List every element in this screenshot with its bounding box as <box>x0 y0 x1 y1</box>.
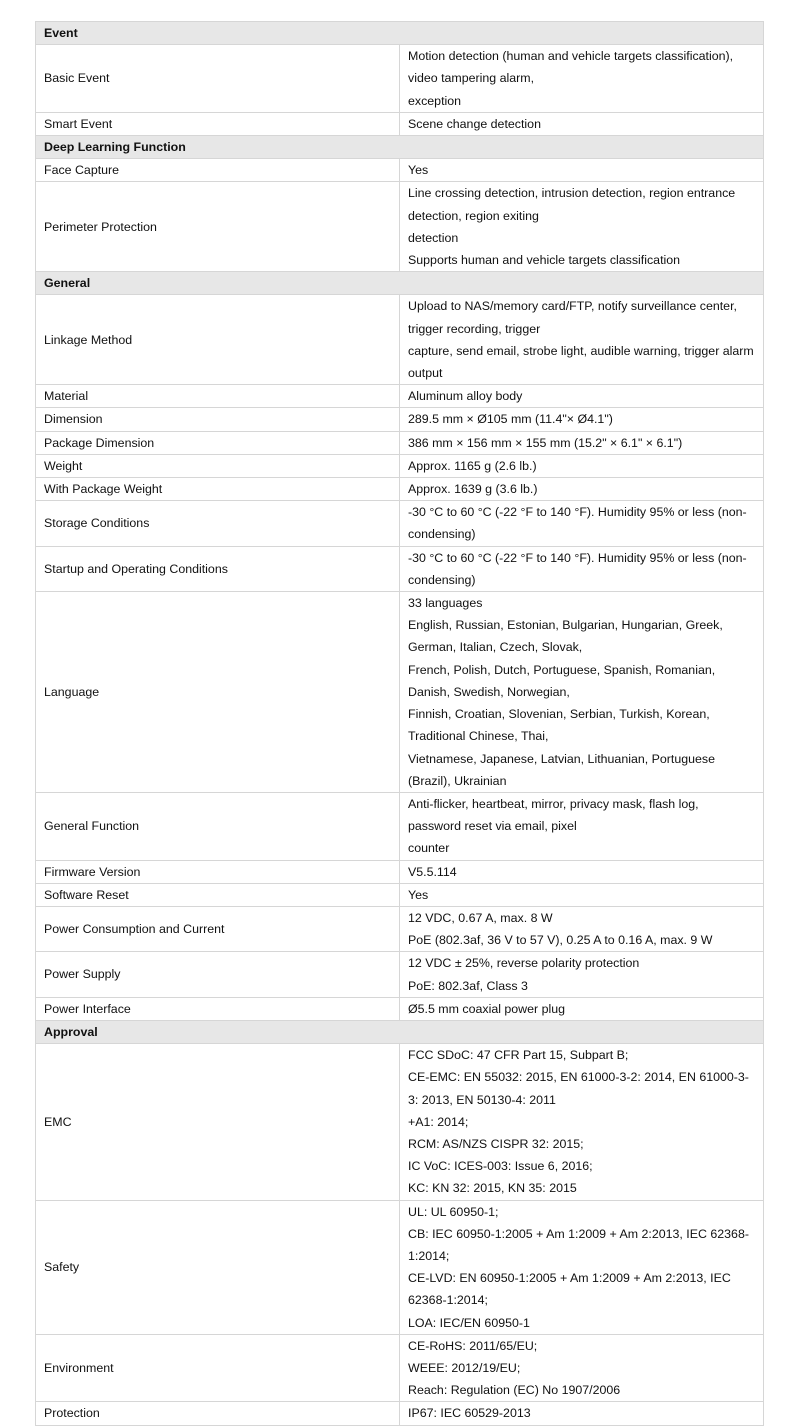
spec-value-line: exception <box>408 93 462 108</box>
spec-label: Perimeter Protection <box>36 182 400 272</box>
spec-value <box>400 952 764 997</box>
spec-label: Protection <box>36 1402 400 1425</box>
spec-row <box>36 592 764 793</box>
spec-value-line: 386 mm × 156 mm × 155 mm (15.2" × 6.1" × 6.1") <box>408 435 683 450</box>
spec-row <box>36 1200 764 1334</box>
spec-value <box>400 1200 764 1334</box>
spec-value <box>400 883 764 906</box>
spec-value <box>400 1044 764 1200</box>
section-header <box>36 1020 764 1043</box>
spec-value-line: Approx. 1165 g (2.6 lb.) <box>408 458 537 473</box>
spec-value-line: WEEE: 2012/19/EU; <box>408 1360 521 1375</box>
spec-value-line: Finnish, Croatian, Slovenian, Serbian, Turkish, Korean, Traditional Chinese, Thai, <box>408 707 710 744</box>
spec-value-line: Approx. 1639 g (3.6 lb.) <box>408 482 538 497</box>
spec-label: Face Capture <box>36 159 400 182</box>
spec-value-line: counter <box>408 841 450 856</box>
section-title: Deep Learning Function <box>36 136 764 159</box>
spec-value <box>400 182 764 272</box>
spec-value <box>400 408 764 431</box>
spec-value <box>400 997 764 1020</box>
spec-row <box>36 952 764 997</box>
spec-row <box>36 431 764 454</box>
spec-label: Firmware Version <box>36 860 400 883</box>
section-title: Event <box>36 22 764 45</box>
spec-label: Weight <box>36 454 400 477</box>
spec-value-line: UL: UL 60950-1; <box>408 1204 499 1219</box>
spec-value-line: Line crossing detection, intrusion detection, region entrance detection, region exiting <box>408 186 736 223</box>
spec-row <box>36 182 764 272</box>
spec-value-line: Supports human and vehicle targets classification <box>408 253 681 268</box>
spec-row <box>36 501 764 546</box>
spec-label: Power Supply <box>36 952 400 997</box>
spec-value-line: FCC SDoC: 47 CFR Part 15, Subpart B; <box>408 1048 629 1063</box>
spec-value-line: -30 °C to 60 °C (-22 °F to 140 °F). Humidity 95% or less (non-condensing) <box>408 505 747 542</box>
spec-row <box>36 478 764 501</box>
section-title: General <box>36 272 764 295</box>
spec-value <box>400 478 764 501</box>
spec-label: Power Consumption and Current <box>36 906 400 951</box>
spec-value <box>400 112 764 135</box>
spec-table <box>35 21 764 1426</box>
spec-value-line: detection <box>408 230 459 245</box>
spec-value-line: Anti-flicker, heartbeat, mirror, privacy mask, flash log, password reset via email, pixel <box>408 796 699 834</box>
spec-value-line: -30 °C to 60 °C (-22 °F to 140 °F). Humidity 95% or less (non-condensing) <box>408 550 747 587</box>
section-header <box>36 136 764 159</box>
spec-value-line: Vietnamese, Japanese, Latvian, Lithuanian, Portuguese (Brazil), Ukrainian <box>408 751 716 788</box>
spec-value-line: 289.5 mm × Ø105 mm (11.4"× Ø4.1") <box>408 412 613 427</box>
spec-value <box>400 546 764 591</box>
spec-table-body <box>36 22 764 1426</box>
spec-value-line: Upload to NAS/memory card/FTP, notify surveillance center, trigger recording, trigger <box>408 299 737 336</box>
spec-value-line: French, Polish, Dutch, Portuguese, Spanish, Romanian, Danish, Swedish, Norwegian, <box>408 662 716 699</box>
spec-row <box>36 860 764 883</box>
spec-row <box>36 1044 764 1200</box>
spec-value-line: Ø5.5 mm coaxial power plug <box>408 1001 566 1016</box>
spec-value-line: IP67: IEC 60529-2013 <box>408 1406 531 1421</box>
spec-label: Package Dimension <box>36 431 400 454</box>
spec-value-line: Yes <box>408 887 429 902</box>
spec-value-line: PoE: 802.3af, Class 3 <box>408 978 528 993</box>
spec-row <box>36 295 764 385</box>
spec-value-line: Aluminum alloy body <box>408 389 523 404</box>
spec-row <box>36 792 764 860</box>
spec-value <box>400 1402 764 1425</box>
spec-label: Storage Conditions <box>36 501 400 546</box>
spec-value <box>400 906 764 951</box>
section-title: Approval <box>36 1020 764 1043</box>
section-header <box>36 22 764 45</box>
spec-label: Linkage Method <box>36 295 400 385</box>
spec-row <box>36 385 764 408</box>
spec-label: Environment <box>36 1334 400 1402</box>
spec-value <box>400 431 764 454</box>
spec-value-line: English, Russian, Estonian, Bulgarian, Hungarian, Greek, German, Italian, Czech, Slovak, <box>408 618 723 655</box>
spec-row <box>36 883 764 906</box>
section-header <box>36 272 764 295</box>
spec-label: Power Interface <box>36 997 400 1020</box>
spec-value-line: +A1: 2014; <box>408 1114 469 1129</box>
spec-value-line: IC VoC: ICES-003: Issue 6, 2016; <box>408 1159 593 1174</box>
spec-row <box>36 112 764 135</box>
spec-label: Dimension <box>36 408 400 431</box>
spec-row <box>36 45 764 113</box>
spec-value <box>400 501 764 546</box>
spec-value-line: CE-RoHS: 2011/65/EU; <box>408 1338 538 1353</box>
spec-label: General Function <box>36 792 400 860</box>
spec-value <box>400 159 764 182</box>
spec-row <box>36 546 764 591</box>
spec-value <box>400 454 764 477</box>
spec-value <box>400 1334 764 1402</box>
spec-value <box>400 792 764 860</box>
spec-value-line: Yes <box>408 163 429 178</box>
spec-value-line: KC: KN 32: 2015, KN 35: 2015 <box>408 1181 577 1196</box>
spec-value-line: 33 languages <box>408 596 483 611</box>
spec-value <box>400 295 764 385</box>
spec-value-line: Reach: Regulation (EC) No 1907/2006 <box>408 1383 621 1398</box>
spec-row <box>36 1334 764 1402</box>
spec-value-line: Motion detection (human and vehicle targets classification), video tampering alarm, <box>408 49 734 86</box>
spec-label: Startup and Operating Conditions <box>36 546 400 591</box>
spec-label: EMC <box>36 1044 400 1200</box>
spec-label: Safety <box>36 1200 400 1334</box>
spec-value-line: CE-EMC: EN 55032: 2015, EN 61000-3-2: 2014, EN 61000-3-3: 2013, EN 50130-4: 2011 <box>408 1070 749 1107</box>
spec-value-line: capture, send email, strobe light, audible warning, trigger alarm output <box>408 343 754 381</box>
spec-value <box>400 592 764 793</box>
spec-label: With Package Weight <box>36 478 400 501</box>
spec-value-line: CB: IEC 60950-1:2005 + Am 1:2009 + Am 2:2013, IEC 62368-1:2014; <box>408 1226 749 1263</box>
spec-row <box>36 906 764 951</box>
spec-value-line: LOA: IEC/EN 60950-1 <box>408 1315 530 1330</box>
spec-row <box>36 159 764 182</box>
spec-value-line: 12 VDC ± 25%, reverse polarity protection <box>408 956 640 971</box>
spec-row <box>36 997 764 1020</box>
spec-value-line: V5.5.114 <box>408 864 457 879</box>
spec-value <box>400 860 764 883</box>
spec-label: Smart Event <box>36 112 400 135</box>
spec-value <box>400 45 764 113</box>
spec-value-line: CE-LVD: EN 60950-1:2005 + Am 1:2009 + Am 2:2013, IEC 62368-1:2014; <box>408 1271 731 1308</box>
spec-value-line: Scene change detection <box>408 116 541 131</box>
spec-value-line: PoE (802.3af, 36 V to 57 V), 0.25 A to 0.16 A, max. 9 W <box>408 933 713 948</box>
spec-value-line: RCM: AS/NZS CISPR 32: 2015; <box>408 1136 584 1151</box>
spec-row <box>36 454 764 477</box>
spec-label: Language <box>36 592 400 793</box>
spec-label: Material <box>36 385 400 408</box>
spec-row <box>36 408 764 431</box>
spec-value-line: 12 VDC, 0.67 A, max. 8 W <box>408 910 553 925</box>
spec-row <box>36 1402 764 1425</box>
spec-label: Software Reset <box>36 883 400 906</box>
spec-label: Basic Event <box>36 45 400 113</box>
spec-value <box>400 385 764 408</box>
